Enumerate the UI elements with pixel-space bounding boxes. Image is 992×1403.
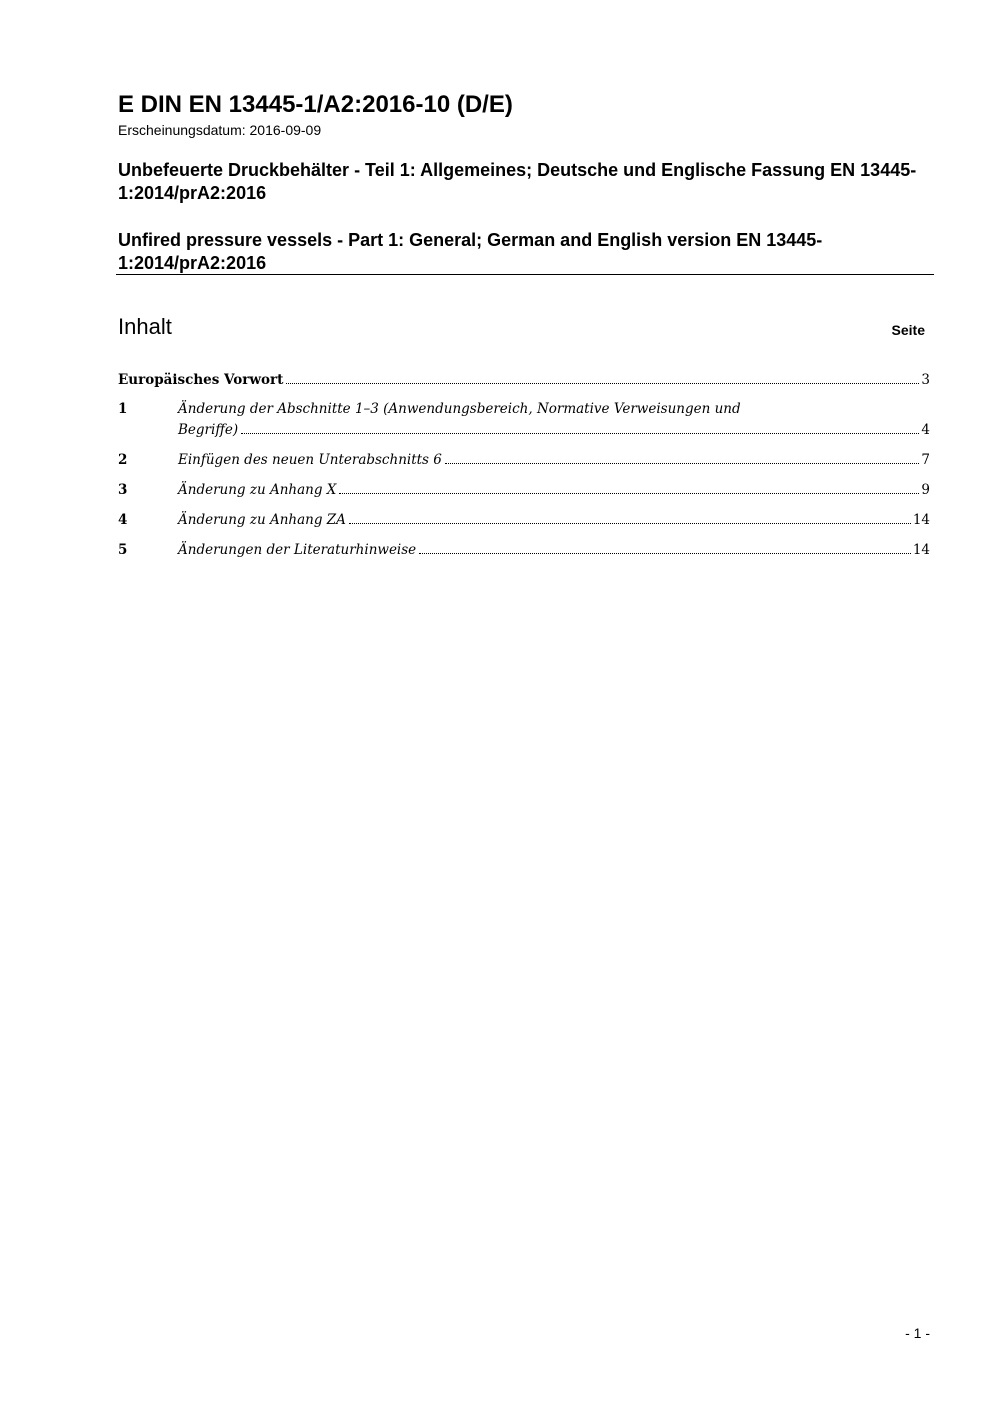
toc-entry-4[interactable] <box>118 510 930 531</box>
toc-entry-text[interactable]: Änderung zu Anhang X <box>178 482 337 498</box>
title-divider <box>116 274 934 275</box>
publication-date: Erscheinungsdatum: 2016-09-09 <box>118 122 322 138</box>
toc-entry-number: 2 <box>118 452 128 468</box>
toc-entry-number: 3 <box>118 482 128 498</box>
toc-entry-page: 9 <box>921 482 930 498</box>
toc-entry-page: 4 <box>921 422 930 438</box>
toc-leader-dots <box>286 383 919 384</box>
document-title-german: Unbefeuerte Druckbehälter - Teil 1: Allgemeines; Deutsche und Englische Fassung EN 13445-1:2014/prA2:2016 <box>118 160 917 203</box>
toc-leader-dots <box>241 433 919 434</box>
toc-entry-number: 1 <box>118 401 128 417</box>
toc-entry-text-line1[interactable]: Änderung der Abschnitte 1–3 (Anwendungsbereich, Normative Verweisungen und <box>178 401 741 417</box>
toc-entry-page: 3 <box>921 372 930 388</box>
document-title: E DIN EN 13445-1/A2:2016-10 (D/E) <box>118 91 513 118</box>
toc-entry-5[interactable] <box>118 540 930 561</box>
toc-leader-dots <box>349 523 911 524</box>
toc-entry-text[interactable]: Änderungen der Literaturhinweise <box>178 542 417 558</box>
toc-entry-1[interactable] <box>118 399 930 441</box>
toc-entry-text[interactable]: Europäisches Vorwort <box>118 372 284 388</box>
toc-entry-3[interactable] <box>118 480 930 501</box>
toc-page-column-label: Seite <box>891 322 925 338</box>
toc-entry-page: 7 <box>921 452 930 468</box>
toc-entry-text[interactable]: Änderung zu Anhang ZA <box>178 512 346 528</box>
toc-entry-2[interactable] <box>118 450 930 471</box>
toc-leader-dots <box>339 493 919 494</box>
toc-entry-text[interactable]: Begriffe) <box>178 422 239 438</box>
page-number: - 1 - <box>905 1325 930 1341</box>
table-of-contents <box>118 370 930 561</box>
toc-entry-page: 14 <box>912 542 930 558</box>
toc-leader-dots <box>445 463 920 464</box>
toc-entry-page: 14 <box>912 512 930 528</box>
toc-entry-foreword[interactable] <box>118 370 930 391</box>
toc-entry-text[interactable]: Einfügen des neuen Unterabschnitts 6 <box>178 452 442 468</box>
toc-leader-dots <box>419 553 911 554</box>
toc-entry-number: 5 <box>118 542 128 558</box>
document-title-english: Unfired pressure vessels - Part 1: General; German and English version EN 13445-1:2014/prA2:2016 <box>118 230 823 273</box>
toc-heading: Inhalt <box>118 314 172 339</box>
toc-entry-number: 4 <box>118 512 128 528</box>
